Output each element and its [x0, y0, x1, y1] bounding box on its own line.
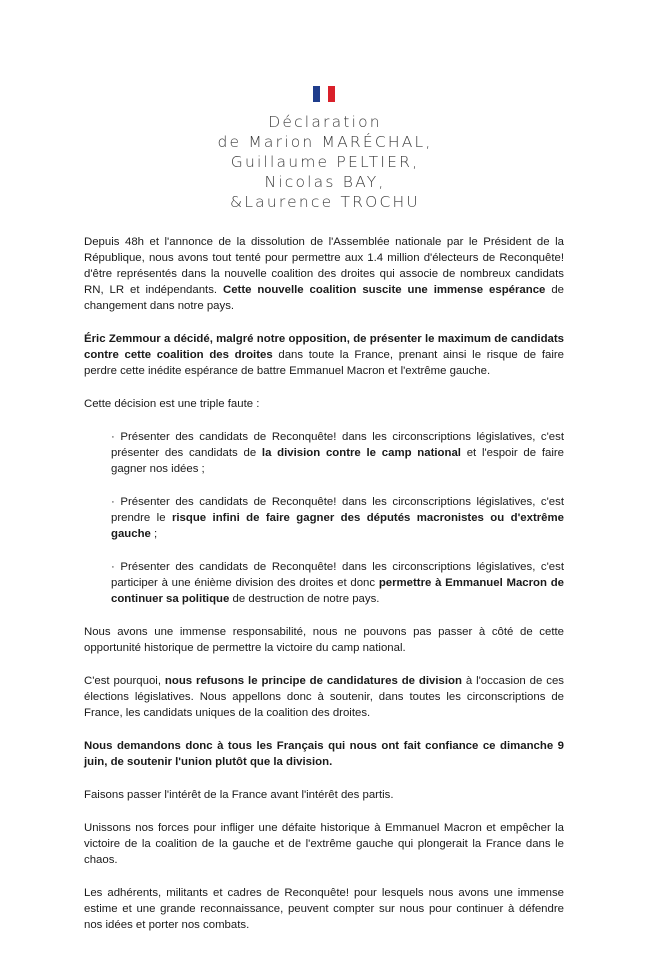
declaration-title	[0, 112, 650, 212]
flag-white-stripe	[320, 86, 327, 102]
p5-text-c: à l'occasion de ces élections législatives. Nous appellons donc à soutenir, dans toutes les circonscriptions de France, les candidats uniques de la coalition des droites.	[84, 675, 564, 719]
flag-red-stripe	[328, 86, 335, 102]
paragraph-7: Faisons passer l'intérêt de la France avant l'intérêt des partis.	[84, 789, 394, 801]
item2-bold: risque infini de faire gagner des députés macronistes ou d'extrême gauche	[111, 512, 564, 540]
paragraph-8: Unissons nos forces pour infliger une défaite historique à Emmanuel Macron et empêcher la victoire de la coalition de la gauche et de l'extrême gauche qui plongerait la France dans le chaos.	[84, 822, 564, 866]
p6-bold: Nous demandons donc à tous les Français qui nous ont fait confiance ce dimanche 9 juin, de soutenir l'union plutôt que la division.	[84, 740, 564, 768]
item1-bold: la division contre le camp national	[261, 447, 461, 459]
paragraph-1	[84, 234, 564, 314]
paragraph-6	[84, 738, 564, 770]
list-item-3	[111, 559, 564, 607]
p1-text-a: Depuis 48h et l'annonce de la dissolution de l'Assemblée nationale par le Président de la République, nous avons tout tenté pour permettre aux 1.4 million d'électeurs de Reconquête! d'être représentés dans la nouvelle coalition des droites qui associe de nombreux candidats RN, LR et indépendants.	[84, 236, 564, 296]
paragraph-5	[84, 673, 564, 721]
declaration-body	[84, 234, 564, 950]
item3-text-c: de destruction de notre pays.	[229, 593, 380, 605]
flag-blue-stripe	[313, 86, 320, 102]
item1-text-c: et l'espoir de faire gagner nos idées ;	[111, 447, 565, 475]
title-line-4: Nicolas BAY,	[264, 173, 386, 191]
paragraph-3: Cette décision est une triple faute :	[84, 398, 260, 410]
item3-bold: permettre à Emmanuel Macron de continuer sa politique	[111, 577, 564, 605]
paragraph-2	[84, 331, 564, 379]
title-line-3: Guillaume PELTIER,	[230, 153, 420, 171]
title-line-1: Déclaration	[268, 113, 382, 131]
paragraph-4: Nous avons une immense responsabilité, nous ne pouvons pas passer à côté de cette opportunité historique de permettre la victoire du camp national.	[84, 626, 564, 654]
title-line-5: &Laurence TROCHU	[230, 193, 420, 211]
p1-bold: Cette nouvelle coalition suscite une immense espérance	[223, 284, 546, 296]
p5-bold: nous refusons le principe de candidatures de division	[164, 675, 462, 687]
list-item-2	[111, 494, 564, 542]
item1-text-a: · Présenter des candidats de Reconquête! dans les circonscriptions législatives, c'est présenter des candidats de	[111, 431, 564, 459]
item2-text-c: ;	[150, 528, 158, 540]
p1-text-c: de changement dans notre pays.	[84, 284, 564, 312]
item3-text-a: · Présenter des candidats de Reconquête! dans les circonscriptions législatives, c'est participer à une énième division des droites et donc	[111, 561, 564, 589]
title-line-2: de Marion MARÉCHAL,	[217, 133, 433, 151]
list-item-1	[111, 429, 564, 477]
p2-bold: Éric Zemmour a décidé, malgré notre opposition, de présenter le maximum de candidats contre cette coalition des droites	[84, 333, 564, 361]
p2-text-b: dans toute la France, prenant ainsi le risque de faire perdre cette inédite espérance de battre Emmanuel Macron et l'extrême gauche.	[84, 349, 564, 377]
p5-text-a: C'est pourquoi,	[84, 675, 165, 687]
item2-text-a: · Présenter des candidats de Reconquête! dans les circonscriptions législatives, c'est prendre le	[111, 496, 564, 524]
paragraph-9: Les adhérents, militants et cadres de Reconquête! pour lesquels nous avons une immense estime et une grande reconnaissance, peuvent compter sur nous pour continuer à défendre nos idées et porter nos combats.	[84, 887, 564, 931]
french-flag-icon	[313, 86, 335, 102]
